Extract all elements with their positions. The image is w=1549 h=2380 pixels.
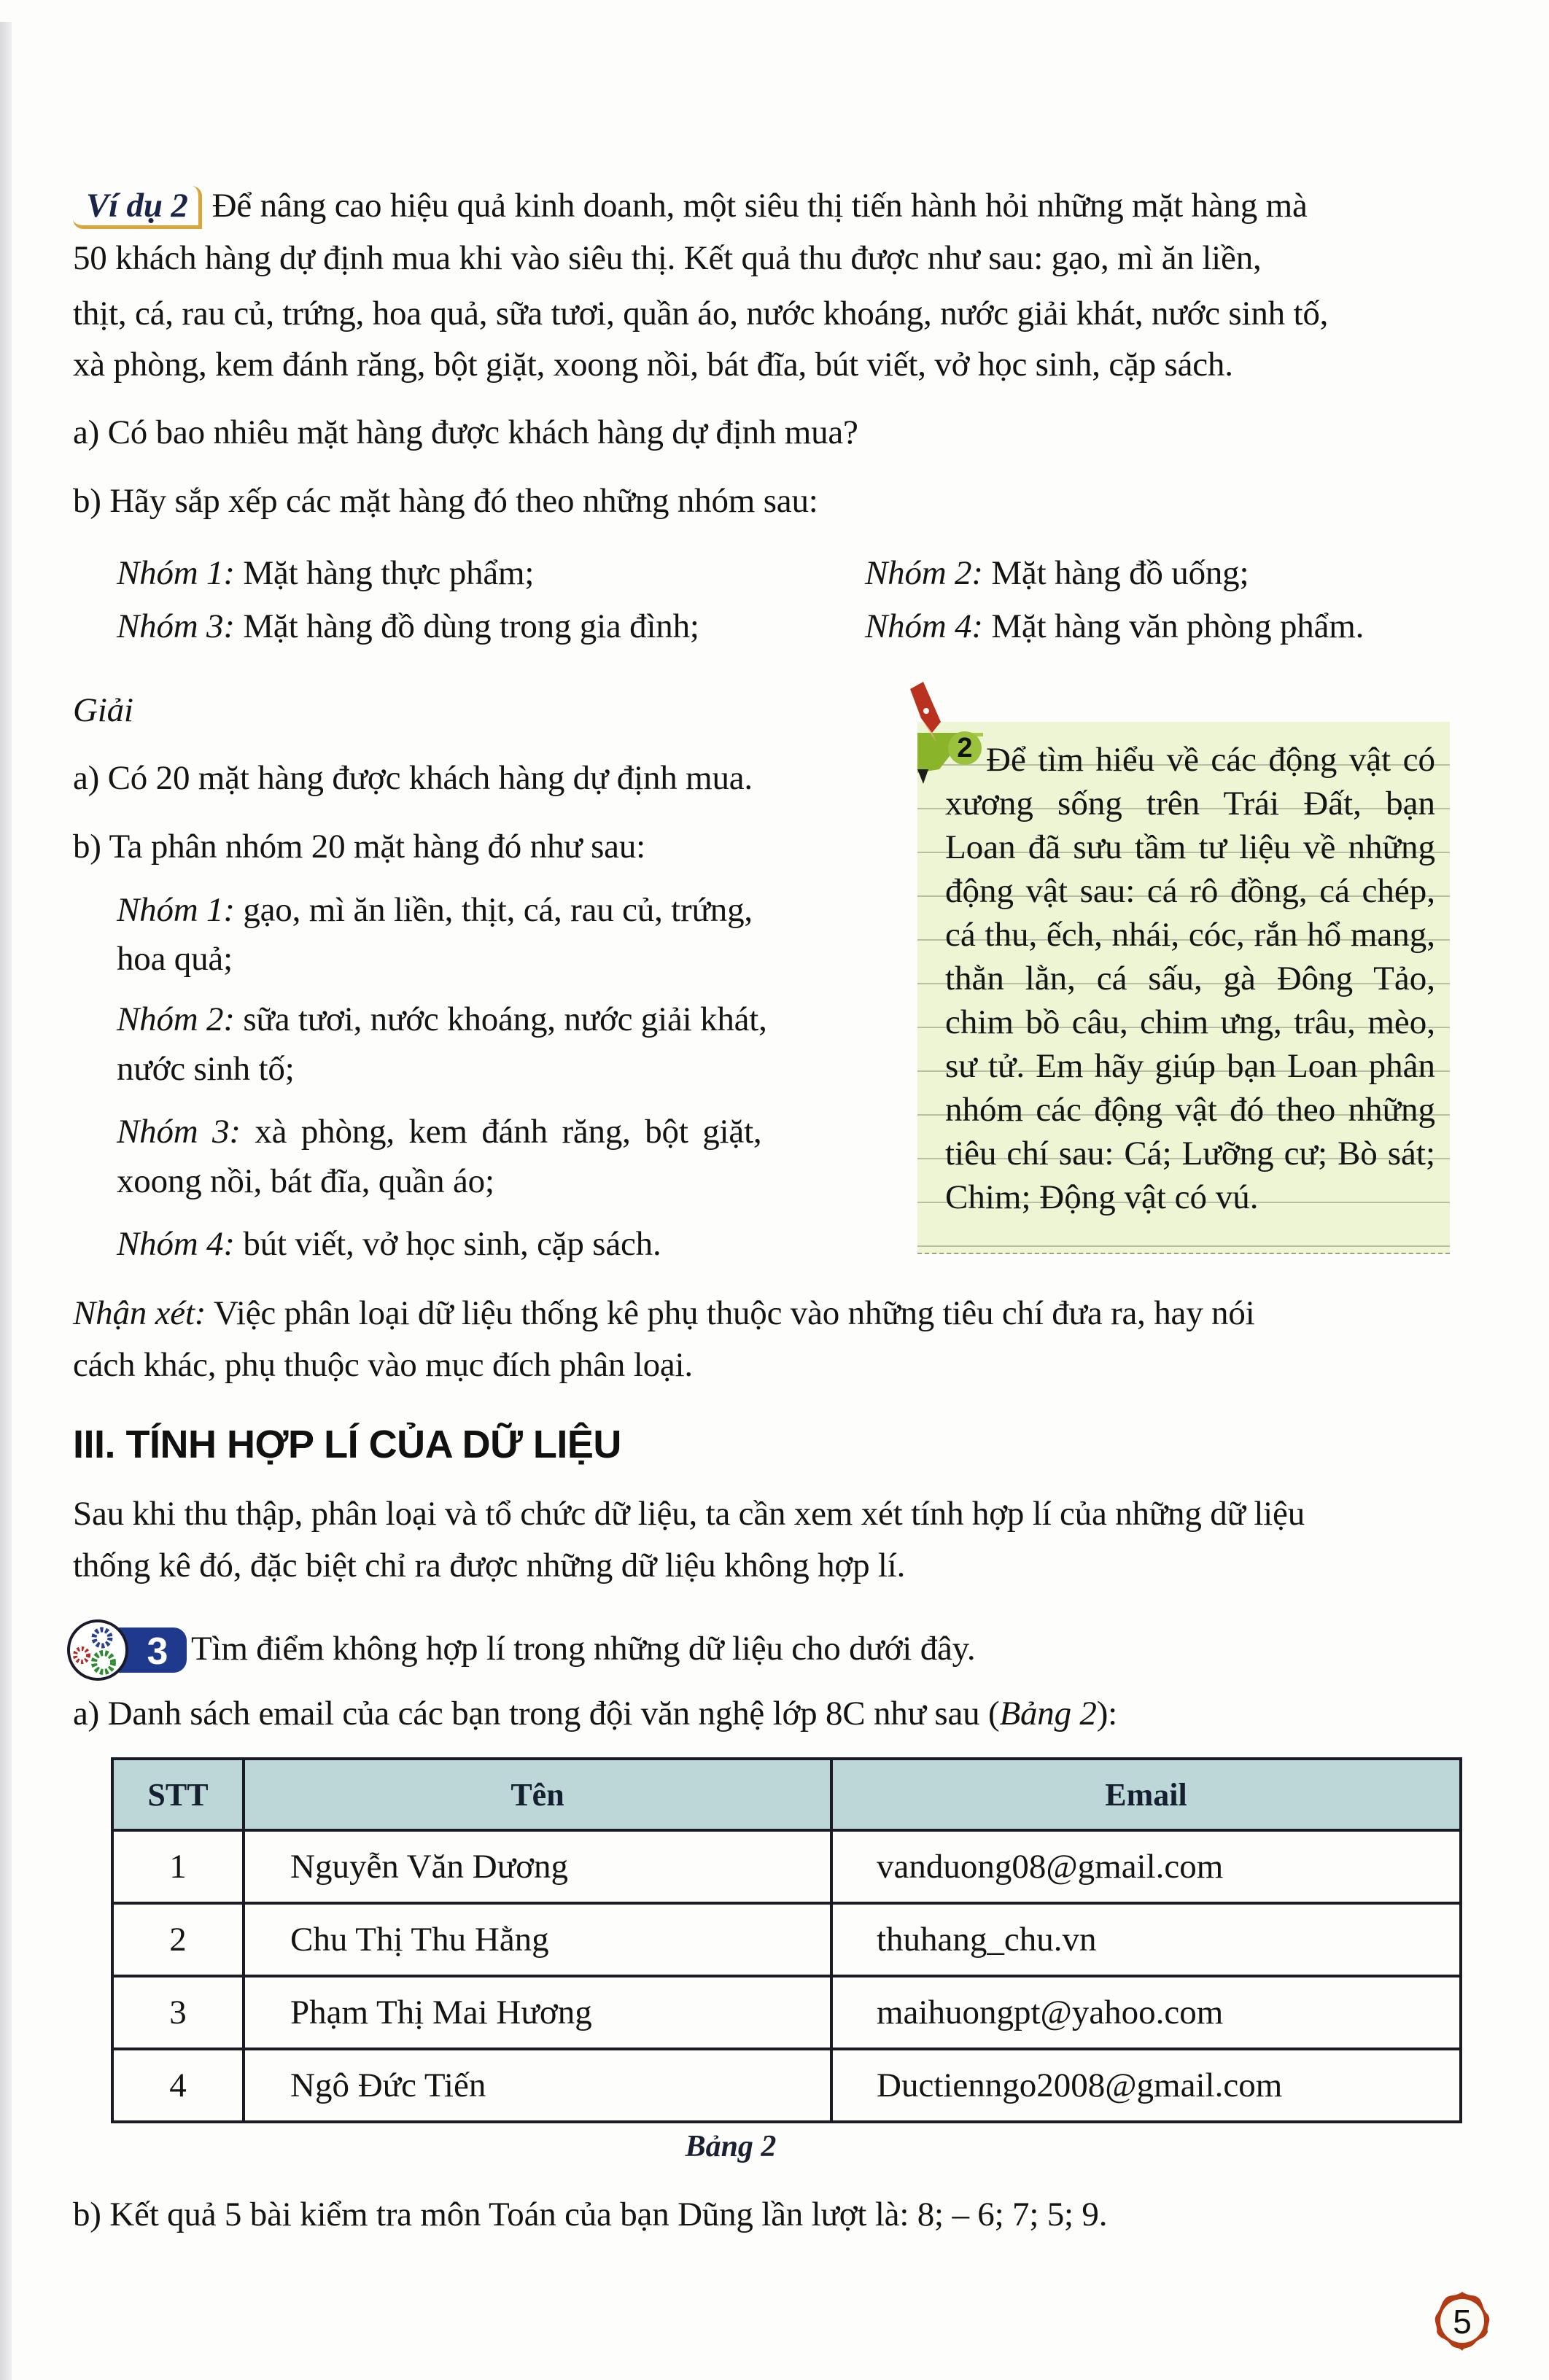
question-a: a) Có bao nhiêu mặt hàng được khách hàng dự định mua? <box>73 413 858 451</box>
answer-b: b) Ta phân nhóm 20 mặt hàng đó như sau: <box>73 828 645 866</box>
group-2-criterion: Nhóm 2: Mặt hàng đồ uống; <box>865 554 1249 592</box>
header-stt: STT <box>112 1759 244 1830</box>
table-caption: Bảng 2 <box>685 2130 777 2163</box>
exercise-box <box>917 722 1450 1254</box>
gears-activity-icon <box>66 1619 190 1681</box>
solution-group-1-line-1: Nhóm 1: gạo, mì ăn liền, thịt, cá, rau củ, trứng, <box>117 891 753 929</box>
section-intro-line-1: Sau khi thu thập, phân loại và tổ chức dữ liệu, ta cần xem xét tính hợp lí của những dữ liệu <box>73 1495 1305 1533</box>
example-intro-line-3: thịt, cá, rau củ, trứng, hoa quả, sữa tươi, quần áo, nước khoáng, nước giải khát, nước sinh tố, <box>73 295 1329 332</box>
solution-group-3-line-1: Nhóm 3: xà phòng, kem đánh răng, bột giặt, <box>117 1113 762 1151</box>
group-3-criterion: Nhóm 3: Mặt hàng đồ dùng trong gia đình; <box>117 607 699 645</box>
table-header-row <box>112 1759 1461 1830</box>
table-row: 1 Nguyễn Văn Dương vanduong08@gmail.com <box>112 1830 1461 1903</box>
group-1-criterion: Nhóm 1: Mặt hàng thực phẩm; <box>117 554 535 592</box>
group-4-criterion: Nhóm 4: Mặt hàng văn phòng phẩm. <box>865 607 1364 645</box>
part-a-prompt: a) Danh sách email của các bạn trong đội văn nghệ lớp 8C như sau (Bảng 2): <box>73 1695 1118 1732</box>
question-b: b) Hãy sắp xếp các mặt hàng đó theo những nhóm sau: <box>73 482 818 520</box>
solution-group-2-line-1: Nhóm 2: sữa tươi, nước khoáng, nước giải khát, <box>117 1000 767 1038</box>
remark-line-2: cách khác, phụ thuộc vào mục đích phân loại. <box>73 1346 693 1384</box>
solution-group-2-line-2: nước sinh tố; <box>117 1050 295 1088</box>
email-table <box>111 1757 1462 2123</box>
example-intro-line-2: 50 khách hàng dự định mua khi vào siêu thị. Kết quả thu được như sau: gạo, mì ăn liền, <box>73 239 1262 277</box>
table-row: 4 Ngô Đức Tiến Ductienngo2008@gmail.com <box>112 2049 1461 2122</box>
solution-group-4-line-1: Nhóm 4: bút viết, vở học sinh, cặp sách. <box>117 1225 661 1263</box>
table-row: 2 Chu Thị Thu Hằng thuhang_chu.vn <box>112 1903 1461 1976</box>
section-intro-line-2: thống kê đó, đặc biệt chỉ ra được những dữ liệu không hợp lí. <box>73 1547 906 1584</box>
solution-heading: Giải <box>73 691 133 729</box>
remark-line-1: Nhận xét: Việc phân loại dữ liệu thống kê phụ thuộc vào những tiêu chí đưa ra, hay nói <box>73 1294 1255 1332</box>
section-title: III. TÍNH HỢP LÍ CỦA DỮ LIỆU <box>73 1423 621 1466</box>
page-edge <box>0 22 12 2380</box>
exercise-box-text: Để tìm hiểu về các động vật có xương sống trên Trái Đất, bạn Loan đã sưu tầm tư liệu về những động vật sau: cá rô đồng, cá chép, cá thu, ếch, nhái, cóc, rắn hổ mang, thằn lằn, cá sấu, gà Đông Tảo, chim bồ câu, chim ưng, trâu, mèo, sư tử. Em hãy giúp bạn Loan phân nhóm các động vật đó theo những tiêu chí sau: Cá; Lưỡng cư; Bò sát; Chim; Động vật có vú. <box>945 741 1435 1216</box>
svg-text:3: 3 <box>147 1630 168 1673</box>
header-email: Email <box>831 1759 1461 1830</box>
example-intro-line-1: Ví dụ 2 Để nâng cao hiệu quả kinh doanh, một siêu thị tiến hành hỏi những mặt hàng mà <box>73 184 1308 229</box>
activity-prompt: Tìm điểm không hợp lí trong những dữ liệu cho dưới đây. <box>191 1630 976 1668</box>
answer-a: a) Có 20 mặt hàng được khách hàng dự định mua. <box>73 759 753 797</box>
exercise-number-badge: 2 <box>948 731 982 765</box>
solution-group-3-line-2: xoong nồi, bát đĩa, quần áo; <box>117 1162 494 1200</box>
solution-group-1-line-2: hoa quả; <box>117 940 233 978</box>
example-intro-line-4: xà phòng, kem đánh răng, bột giặt, xoong nồi, bát đĩa, bút viết, vở học sinh, cặp sách. <box>73 346 1233 384</box>
example-label: Ví dụ 2 <box>73 186 202 229</box>
part-b-prompt: b) Kết quả 5 bài kiểm tra môn Toán của bạn Dũng lần lượt là: 8; – 6; 7; 5; 9. <box>73 2196 1108 2233</box>
page-number-badge: 5 <box>1431 2290 1494 2352</box>
header-name: Tên <box>244 1759 831 1830</box>
table-row: 3 Phạm Thị Mai Hương maihuongpt@yahoo.com <box>112 1976 1461 2049</box>
